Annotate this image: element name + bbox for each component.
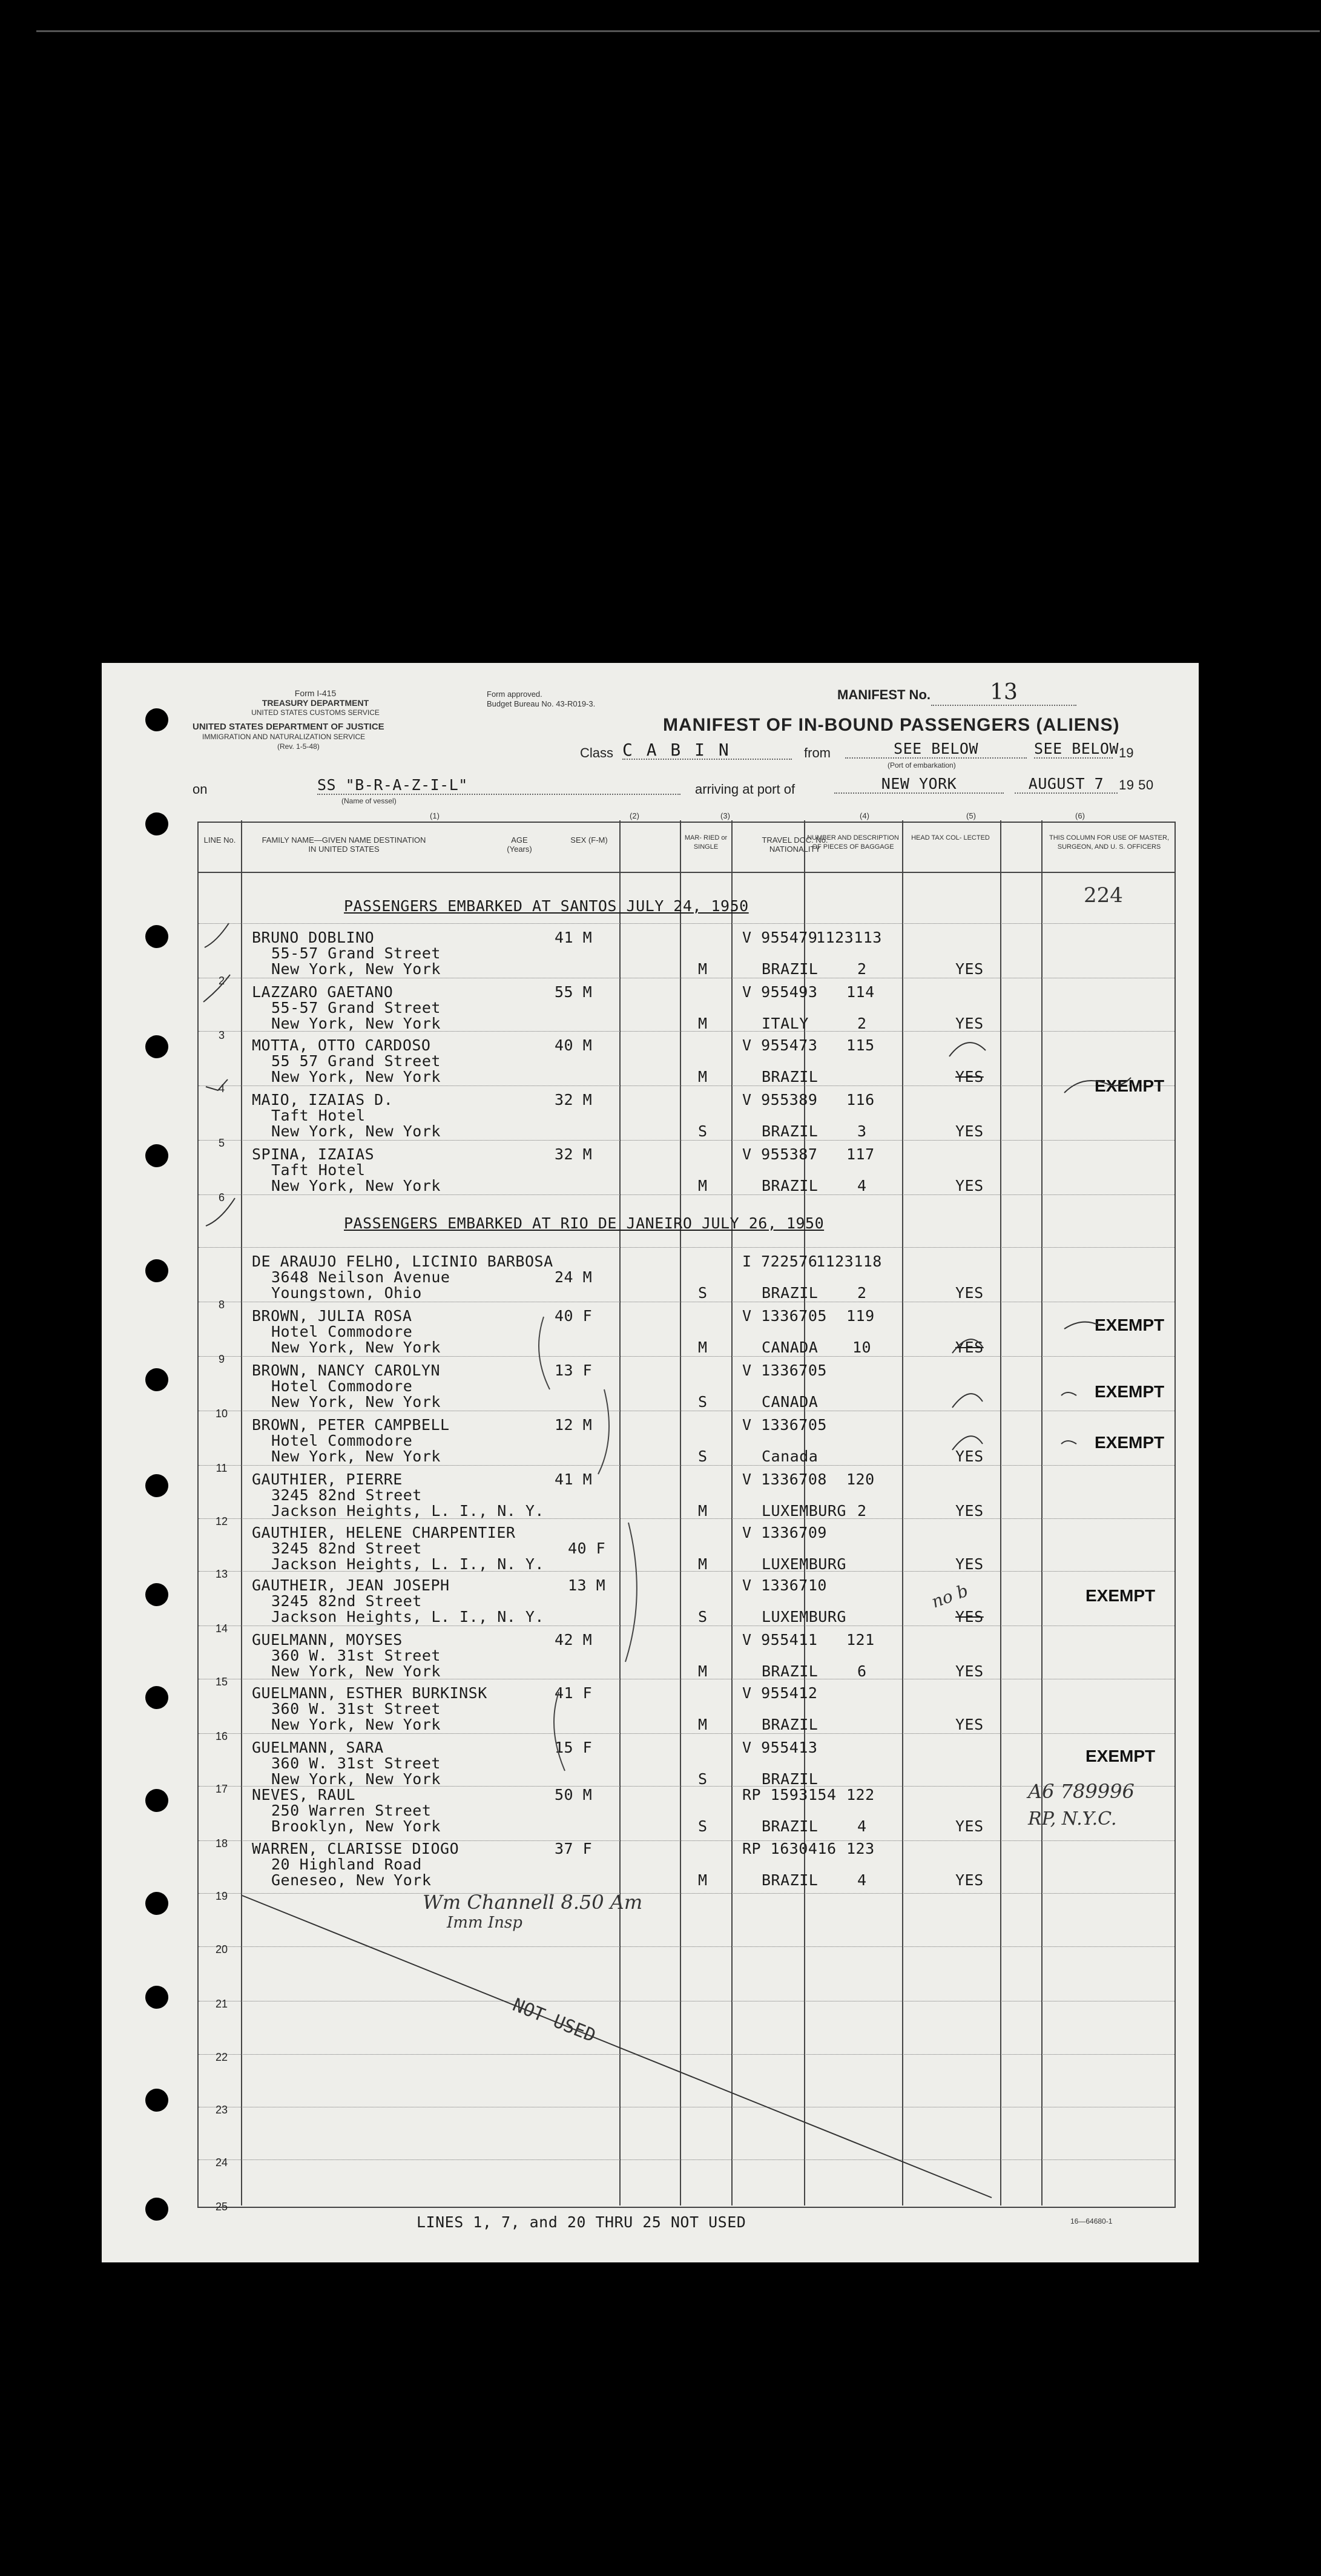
address-line: 250 Warren Street (271, 1802, 432, 1819)
marital-status: M (698, 960, 708, 978)
col-header-travel-doc: TRAVEL DOC. No. NATIONALITY (762, 835, 828, 854)
manifest-page (102, 663, 1199, 2262)
baggage-number: 123 (846, 1840, 875, 1857)
line-number: 23 (215, 2104, 228, 2116)
head-tax: YES (955, 1502, 984, 1520)
passenger-name: BROWN, JULIA ROSA (252, 1307, 412, 1325)
nationality: ITALY (762, 1015, 809, 1032)
address-line: Youngstown, Ohio (271, 1284, 422, 1302)
line-number: 24 (215, 2156, 228, 2169)
marital-status: M (698, 1502, 708, 1520)
treasury-dept: TREASURY DEPARTMENT (262, 698, 369, 708)
inspector-title: Imm Insp (447, 1914, 522, 1932)
exempt-stamp: EXEMPT (1095, 1316, 1165, 1334)
class-value: C A B I N (622, 742, 792, 760)
col-header-married: MAR- RIED or SINGLE (684, 834, 728, 851)
passenger-name: BROWN, PETER CAMPBELL (252, 1416, 450, 1434)
ins-service: IMMIGRATION AND NATURALIZATION SERVICE (202, 733, 366, 741)
class-label: Class (580, 745, 614, 760)
passenger-age-sex: 13 F (555, 1362, 593, 1379)
passenger-name: MAIO, IZAIAS D. (252, 1091, 394, 1108)
arrival-date: AUGUST 7 (1015, 776, 1118, 794)
passenger-name: DE ARAUJO FELHO, LICINIO BARBOSA (252, 1253, 553, 1270)
budget-bureau: Budget Bureau No. 43-R019-3. (487, 699, 596, 708)
marital-status: M (698, 1015, 708, 1032)
baggage-number: 1123113 (816, 929, 882, 946)
baggage-pieces: 10 (852, 1339, 872, 1356)
exempt-stamp: EXEMPT (1095, 1433, 1165, 1452)
travel-doc: V 1336705 (742, 1307, 827, 1325)
head-tax: YES (955, 1555, 984, 1573)
col-header-line: LINE No. (203, 835, 236, 845)
exempt-stamp: EXEMPT (1095, 1076, 1165, 1095)
col-header-baggage: NUMBER AND DESCRIPTION OF PIECES OF BAGGAGE (807, 834, 899, 851)
line-number: 6 (218, 1191, 225, 1204)
address-line: 55-57 Grand Street (271, 999, 441, 1016)
from-value-2: SEE BELOW (1034, 740, 1119, 757)
marital-status: S (698, 1817, 708, 1835)
passenger-age-sex: 13 M (568, 1576, 606, 1594)
address-line: Jackson Heights, L. I., N. Y. (271, 1608, 544, 1626)
exempt-stamp: EXEMPT (1085, 1747, 1156, 1765)
inspector-signature: Wm Channell 8.50 Am (423, 1891, 643, 1914)
address-line: Jackson Heights, L. I., N. Y. (271, 1502, 544, 1520)
passenger-age-sex: 55 M (555, 983, 593, 1001)
nationality: LUXEMBURG (762, 1502, 846, 1520)
line-number: 12 (215, 1515, 228, 1527)
travel-doc: V 1336705 (742, 1416, 827, 1434)
annotation-marks (102, 663, 1199, 2262)
justice-dept: UNITED STATES DEPARTMENT OF JUSTICE (193, 722, 384, 732)
baggage-pieces: 4 (857, 1871, 867, 1889)
passenger-age-sex: 41 F (555, 1684, 593, 1702)
travel-doc: V 955412 (742, 1684, 818, 1702)
nationality: BRAZIL (762, 1817, 819, 1835)
travel-doc: V 955389 (742, 1091, 818, 1108)
nationality: BRAZIL (762, 1122, 819, 1140)
marital-status: S (698, 1770, 708, 1788)
passenger-age-sex: 32 M (555, 1091, 593, 1108)
col-header-sex: SEX (F-M) (570, 835, 608, 845)
col-num-2: (2) (630, 811, 639, 820)
address-line: New York, New York (271, 1393, 441, 1411)
from-label: from (804, 745, 831, 760)
address-line: New York, New York (271, 1448, 441, 1465)
on-label: on (193, 782, 208, 797)
port-embark-label: (Port of embarkation) (888, 761, 956, 769)
line-number: 25 (215, 2201, 228, 2213)
head-tax: YES (955, 1817, 984, 1835)
travel-doc: V 955413 (742, 1739, 818, 1756)
baggage-pieces: 6 (857, 1662, 867, 1680)
passenger-name: GUELMANN, MOYSES (252, 1631, 403, 1649)
marital-status: M (698, 1177, 708, 1194)
head-tax: YES (955, 1339, 984, 1356)
baggage-number: 121 (846, 1631, 875, 1649)
customs-service: UNITED STATES CUSTOMS SERVICE (251, 708, 380, 717)
travel-doc: V 955387 (742, 1145, 818, 1163)
head-tax: YES (955, 1015, 984, 1032)
manifest-number: 13 (931, 680, 1076, 706)
section-santos: PASSENGERS EMBARKED AT SANTOS JULY 24, 1950 (344, 897, 749, 915)
address-line: New York, New York (271, 1339, 441, 1356)
passenger-age-sex: 41 M (555, 1471, 593, 1488)
nationality: BRAZIL (762, 1871, 819, 1889)
marital-status: S (698, 1448, 708, 1465)
address-line: 55 57 Grand Street (271, 1052, 441, 1070)
head-tax: YES (955, 960, 984, 978)
travel-doc: RP 1593154 (742, 1786, 837, 1804)
passenger-name: GAUTHEIR, JEAN JOSEPH (252, 1576, 450, 1594)
head-tax: YES (955, 1177, 984, 1194)
line-number: 19 (215, 1890, 228, 1902)
address-line: 360 W. 31st Street (271, 1754, 441, 1772)
address-line: New York, New York (271, 1662, 441, 1680)
head-tax: YES (955, 1662, 984, 1680)
passenger-name: GAUTHIER, PIERRE (252, 1471, 403, 1488)
line-number: 14 (215, 1622, 228, 1635)
passenger-age-sex: 37 F (555, 1840, 593, 1857)
nationality: Canada (762, 1448, 819, 1465)
address-line: 20 Highland Road (271, 1856, 422, 1873)
travel-doc: V 1336710 (742, 1576, 827, 1594)
address-line: Hotel Commodore (271, 1323, 413, 1340)
revision-date: (Rev. 1-5-48) (277, 742, 320, 751)
line-number: 13 (215, 1568, 228, 1580)
line-number: 21 (215, 1998, 228, 2010)
col-header-officers: THIS COLUMN FOR USE OF MASTER, SURGEON, AND U. S. OFFICERS (1049, 834, 1169, 851)
handwritten-note: no b (929, 1580, 971, 1612)
nationality: BRAZIL (762, 1662, 819, 1680)
line-number: 4 (218, 1082, 225, 1095)
marital-status: S (698, 1122, 708, 1140)
print-code: 16—64680-1 (1070, 2217, 1113, 2225)
form-approved: Form approved. (487, 690, 542, 699)
nationality: LUXEMBURG (762, 1608, 846, 1626)
handwritten-rp: RP, N.Y.C. (1028, 1808, 1117, 1830)
marital-status: S (698, 1284, 708, 1302)
address-line: New York, New York (271, 960, 441, 978)
address-line: New York, New York (271, 1177, 441, 1194)
passenger-age-sex: 42 M (555, 1631, 593, 1649)
col-header-head-tax: HEAD TAX COL- LECTED (911, 834, 990, 842)
section-rio: PASSENGERS EMBARKED AT RIO DE JANEIRO JULY 26, 1950 (344, 1214, 825, 1232)
marital-status: M (698, 1068, 708, 1085)
marital-status: S (698, 1393, 708, 1411)
address-line: 3648 Neilson Avenue (271, 1268, 450, 1286)
baggage-pieces: 2 (857, 1015, 867, 1032)
passenger-name: BRUNO DOBLINO (252, 929, 375, 946)
footer-note: LINES 1, 7, and 20 THRU 25 NOT USED (417, 2213, 746, 2231)
nationality: CANADA (762, 1393, 819, 1411)
marital-status: M (698, 1871, 708, 1889)
manifest-label: MANIFEST No. (837, 687, 931, 702)
address-line: 55-57 Grand Street (271, 944, 441, 962)
col-num-3: (3) (720, 811, 730, 820)
baggage-pieces: 4 (857, 1817, 867, 1835)
baggage-pieces: 3 (857, 1122, 867, 1140)
travel-doc: RP 1630416 (742, 1840, 837, 1857)
line-number: 16 (215, 1730, 228, 1742)
passenger-age-sex: 24 M (555, 1268, 593, 1286)
address-line: 360 W. 31st Street (271, 1700, 441, 1718)
passenger-age-sex: 41 M (555, 929, 593, 946)
address-line: Hotel Commodore (271, 1432, 413, 1449)
address-line: Brooklyn, New York (271, 1817, 441, 1835)
travel-doc: V 1336705 (742, 1362, 827, 1379)
vessel-name: SS "B-R-A-Z-I-L" (317, 777, 680, 795)
nationality: BRAZIL (762, 1177, 819, 1194)
marital-status: M (698, 1555, 708, 1573)
passenger-age-sex: 12 M (555, 1416, 593, 1434)
nationality: LUXEMBURG (762, 1555, 846, 1573)
address-line: New York, New York (271, 1770, 441, 1788)
scan-top-line (36, 30, 1320, 32)
nationality: CANADA (762, 1339, 819, 1356)
col-num-5: (5) (966, 811, 976, 820)
travel-doc: I 722576 (742, 1253, 818, 1270)
address-line: New York, New York (271, 1122, 441, 1140)
baggage-pieces: 2 (857, 1284, 867, 1302)
baggage-number: 116 (846, 1091, 875, 1108)
not-used-note: NOT USED (509, 1994, 599, 2047)
arriving-label: arriving at port of (695, 782, 796, 797)
passenger-name: GUELMANN, SARA (252, 1739, 384, 1756)
nationality: BRAZIL (762, 1284, 819, 1302)
nationality: BRAZIL (762, 960, 819, 978)
travel-doc: V 955479 (742, 929, 818, 946)
nationality: BRAZIL (762, 1068, 819, 1085)
vessel-name-label: (Name of vessel) (341, 797, 397, 805)
passenger-age-sex: 50 M (555, 1786, 593, 1804)
head-tax: YES (955, 1871, 984, 1889)
address-line: Taft Hotel (271, 1107, 366, 1124)
baggage-pieces: 2 (857, 960, 867, 978)
head-tax: YES (955, 1122, 984, 1140)
head-tax: YES (955, 1284, 984, 1302)
line-number: 5 (218, 1137, 225, 1149)
travel-doc: V 955493 (742, 983, 818, 1001)
line-number: 9 (218, 1353, 225, 1365)
address-line: 3245 82nd Street (271, 1592, 422, 1610)
line-number: 20 (215, 1943, 228, 1955)
passenger-name: NEVES, RAUL (252, 1786, 356, 1804)
arrival-port: NEW YORK (834, 776, 1004, 794)
head-tax: YES (955, 1716, 984, 1733)
line-number: 17 (215, 1783, 228, 1795)
address-line: Geneseo, New York (271, 1871, 432, 1889)
head-tax: YES (955, 1448, 984, 1465)
passenger-age-sex: 40 F (568, 1540, 606, 1557)
address-line: 360 W. 31st Street (271, 1647, 441, 1664)
line-number: 15 (215, 1676, 228, 1688)
address-line: New York, New York (271, 1068, 441, 1085)
form-number: Form I-415 (294, 688, 337, 698)
passenger-name: MOTTA, OTTO CARDOSO (252, 1036, 431, 1054)
passenger-name: BROWN, NANCY CAROLYN (252, 1362, 441, 1379)
marital-status: S (698, 1608, 708, 1626)
baggage-pieces: 2 (857, 1502, 867, 1520)
marital-status: M (698, 1716, 708, 1733)
baggage-number: 114 (846, 983, 875, 1001)
address-line: Jackson Heights, L. I., N. Y. (271, 1555, 544, 1573)
address-line: Taft Hotel (271, 1161, 366, 1179)
baggage-number: 120 (846, 1471, 875, 1488)
manifest-title: MANIFEST OF IN-BOUND PASSENGERS (ALIENS) (663, 715, 1120, 735)
passenger-name: WARREN, CLARISSE DIOGO (252, 1840, 460, 1857)
exempt-stamp: EXEMPT (1095, 1382, 1165, 1401)
address-line: 3245 82nd Street (271, 1486, 422, 1504)
travel-doc: V 955473 (742, 1036, 818, 1054)
baggage-pieces: 4 (857, 1177, 867, 1194)
col-num-6: (6) (1075, 811, 1085, 820)
arrival-year: 19 50 (1119, 777, 1154, 792)
passenger-name: SPINA, IZAIAS (252, 1145, 375, 1163)
passenger-age-sex: 40 M (555, 1036, 593, 1054)
handwritten-a6: A6 789996 (1028, 1780, 1135, 1803)
nationality: BRAZIL (762, 1770, 819, 1788)
line-number: 3 (218, 1029, 225, 1041)
year-prefix: 19 (1119, 745, 1134, 760)
baggage-number: 1123118 (816, 1253, 882, 1270)
travel-doc: V 1336709 (742, 1524, 827, 1541)
line-number: 18 (215, 1837, 228, 1850)
col-num-4: (4) (860, 811, 869, 820)
passenger-age-sex: 40 F (555, 1307, 593, 1325)
passenger-age-sex: 32 M (555, 1145, 593, 1163)
head-tax: YES (955, 1068, 984, 1085)
col-num-1: (1) (430, 811, 440, 820)
baggage-number: 117 (846, 1145, 875, 1163)
from-value: SEE BELOW (845, 740, 1027, 759)
line-number: 2 (218, 975, 225, 987)
marital-status: M (698, 1662, 708, 1680)
baggage-number: 119 (846, 1307, 875, 1325)
baggage-number: 115 (846, 1036, 875, 1054)
address-line: 3245 82nd Street (271, 1540, 422, 1557)
travel-doc: V 955411 (742, 1631, 818, 1649)
travel-doc: V 1336708 (742, 1471, 827, 1488)
passenger-name: LAZZARO GAETANO (252, 983, 394, 1001)
passenger-name: GAUTHIER, HELENE CHARPENTIER (252, 1524, 516, 1541)
baggage-number: 122 (846, 1786, 875, 1804)
head-tax: YES (955, 1608, 984, 1626)
passenger-name: GUELMANN, ESTHER BURKINSK (252, 1684, 487, 1702)
col-header-name: FAMILY NAME—GIVEN NAME DESTINATION IN UNITED STATES (262, 835, 426, 854)
line-number: 8 (218, 1299, 225, 1311)
page-count: 224 (1084, 883, 1123, 908)
address-line: New York, New York (271, 1716, 441, 1733)
marital-status: M (698, 1339, 708, 1356)
col-header-age: AGE (Years) (507, 835, 532, 854)
address-line: Hotel Commodore (271, 1377, 413, 1395)
line-number: 11 (216, 1462, 228, 1474)
line-number: 10 (215, 1408, 228, 1420)
line-number: 22 (215, 2051, 228, 2063)
passenger-age-sex: 15 F (555, 1739, 593, 1756)
exempt-stamp: EXEMPT (1085, 1586, 1156, 1605)
nationality: BRAZIL (762, 1716, 819, 1733)
address-line: New York, New York (271, 1015, 441, 1032)
